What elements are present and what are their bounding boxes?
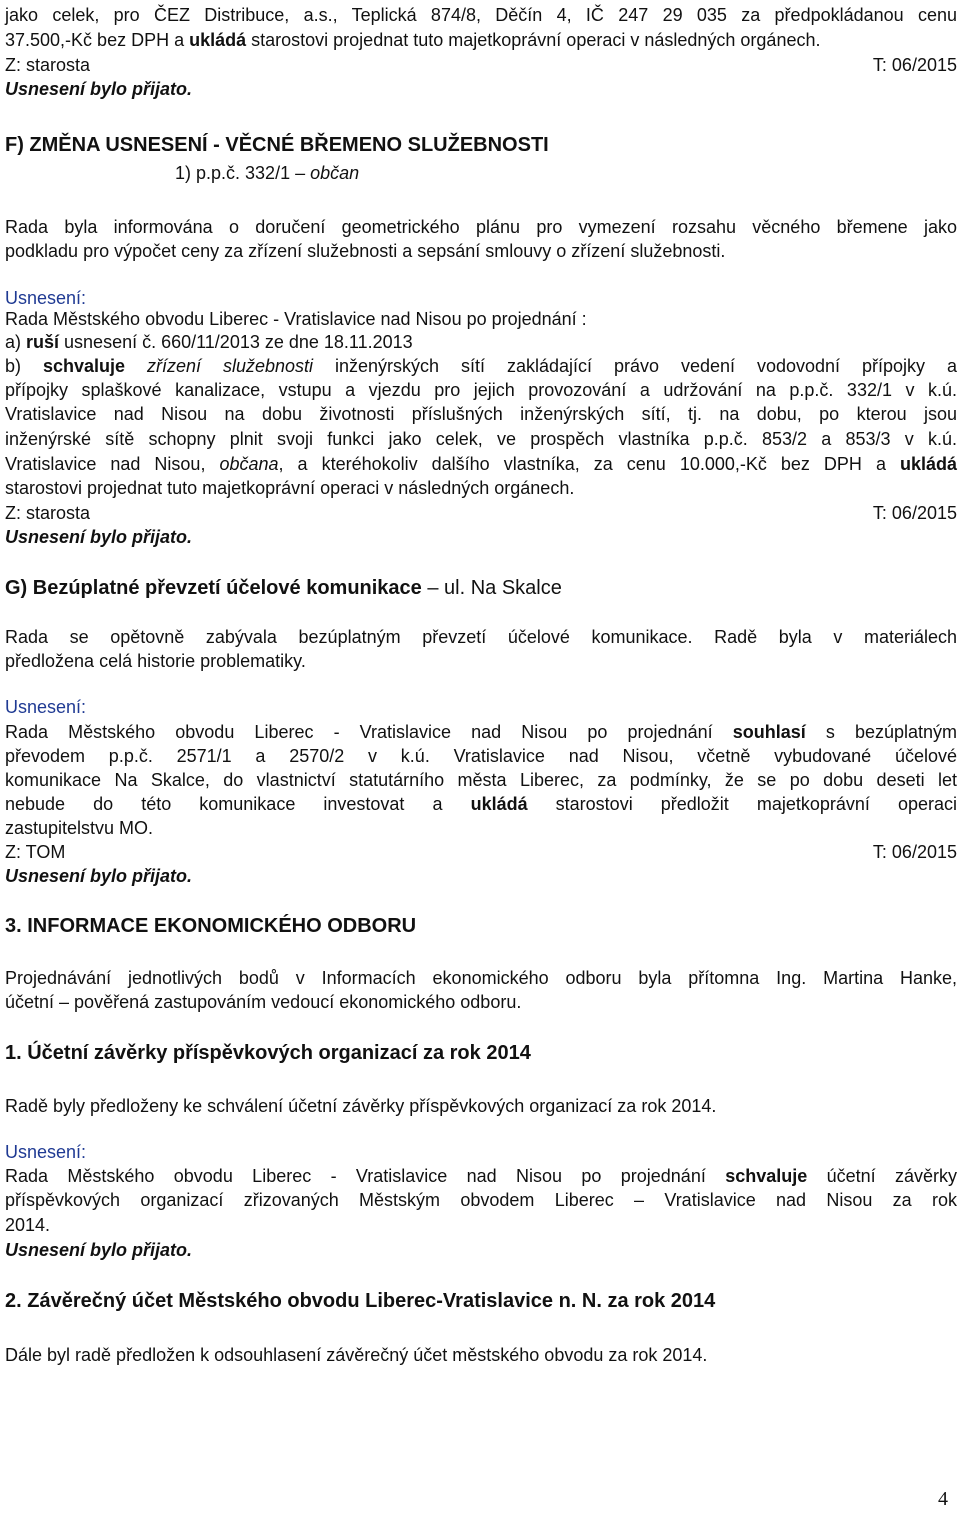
paragraph-line: zastupitelstvu MO. (5, 818, 154, 838)
responsibility-row (5, 841, 957, 863)
paragraph-line: Vratislavice nad Nisou na dobu životnosti příslušných inženýrských sítí, tj. na dobu, po kterou jsou (5, 404, 957, 424)
section-heading: G) Bezúplatné převzetí účelové komunikace – ul. Na Skalce (5, 577, 562, 599)
item-heading: 2. Závěrečný účet Městského obvodu Liberec-Vratislavice n. N. za rok 2014 (5, 1290, 716, 1312)
resolution-label: Usnesení: (5, 288, 87, 308)
responsible-person: Z: TOM (5, 842, 66, 862)
paragraph-line: podkladu pro výpočet ceny za zřízení služebnosti a sepsání smlouvy o zřízení služebnosti. (5, 241, 726, 261)
paragraph-line: Vratislavice nad Nisou, občana, a kteréhokoliv dalšího vlastníka, za cenu 10.000,-Kč bez DPH a ukládá (5, 454, 958, 474)
parcel-subheading: 1) p.p.č. 332/1 – občan (175, 163, 360, 183)
paragraph-line: b) schvaluje zřízení služebnosti inženýrských sítí zakládající právo vedení vodovodní přípojky a (5, 356, 957, 376)
paragraph-line: předložena celá historie problematiky. (5, 651, 306, 671)
paragraph-line: komunikace Na Skalce, do vlastnictví statutárního města Liberec, za podmínky, že se po dobu deseti let (5, 770, 957, 790)
resolution-accepted: Usnesení bylo přijato. (5, 79, 193, 99)
resolution-label: Usnesení: (5, 697, 87, 717)
paragraph-line: Radě byly předloženy ke schválení účetní závěrky příspěvkových organizací za rok 2014. (5, 1096, 717, 1116)
paragraph-line: 2014. (5, 1215, 51, 1235)
page-number: 4 (938, 1488, 948, 1510)
paragraph-line: a) ruší usnesení č. 660/11/2013 ze dne 18.11.2013 (5, 332, 413, 352)
paragraph-line: účetní – pověřená zastupováním vedoucí ekonomického odboru. (5, 992, 522, 1012)
paragraph-line: Dále byl radě předložen k odsouhlasení závěrečný účet městského obvodu za rok 2014. (5, 1345, 708, 1365)
paragraph-line: jako celek, pro ČEZ Distribuce, a.s., Teplická 874/8, Děčín 4, IČ 247 29 035 za předpokládanou cenu (5, 5, 957, 25)
responsible-person: Z: starosta (5, 503, 91, 523)
resolution-accepted: Usnesení bylo přijato. (5, 527, 193, 547)
paragraph-line: přípojky splaškové kanalizace, vstupu a vjezdu pro jejich provozování a udržování na p.p.č. 332/1 v k.ú. (5, 380, 957, 400)
paragraph-line: příspěvkových organizací zřizovaných Městským obvodem Liberec – Vratislavice nad Nisou za rok (5, 1190, 957, 1210)
paragraph-line: starostovi projednat tuto majetkoprávní operaci v následných orgánech. (5, 478, 575, 498)
paragraph-line: Rada Městského obvodu Liberec - Vratislavice nad Nisou po projednání souhlasí s bezúplatným (5, 722, 958, 742)
paragraph-line: Rada se opětovně zabývala bezúplatným převzetí účelové komunikace. Radě byla v materiálech (5, 627, 957, 647)
paragraph-line: inženýrské sítě schopny plnit svoji funkci jako celek, ve prospěch vlastníka p.p.č. 853/2 a 853/3 v k.ú. (5, 429, 957, 449)
paragraph-line: Rada Městského obvodu Liberec - Vratislavice nad Nisou po projednání schvaluje účetní závěrky (5, 1166, 957, 1186)
deadline: T: 06/2015 (872, 55, 957, 75)
deadline: T: 06/2015 (872, 503, 957, 523)
paragraph-line: převodem p.p.č. 2571/1 a 2570/2 v k.ú. Vratislavice nad Nisou, včetně vybudované účelové (5, 746, 957, 766)
item-heading: 1. Účetní závěrky příspěvkových organizací za rok 2014 (5, 1042, 531, 1064)
resolution-accepted: Usnesení bylo přijato. (5, 1240, 193, 1260)
resolution-accepted: Usnesení bylo přijato. (5, 866, 193, 886)
deadline: T: 06/2015 (872, 842, 957, 862)
section-heading: F) ZMĚNA USNESENÍ - VĚCNÉ BŘEMENO SLUŽEBNOSTI (5, 134, 549, 156)
paragraph-line: Rada byla informována o doručení geometrického plánu pro vymezení rozsahu věcného břemene jako (5, 217, 957, 237)
paragraph-line: nebude do této komunikace investovat a ukládá starostovi předložit majetkoprávní operaci (5, 794, 957, 814)
section-heading: 3. INFORMACE EKONOMICKÉHO ODBORU (5, 915, 417, 937)
paragraph-line: Projednávání jednotlivých bodů v Informacích ekonomického odboru byla přítomna Ing. Martina Hanke, (5, 968, 957, 988)
responsible-person: Z: starosta (5, 55, 91, 75)
paragraph-line: 37.500,-Kč bez DPH a ukládá starostovi projednat tuto majetkoprávní operaci v následných orgánech. (5, 30, 821, 50)
responsibility-row (5, 54, 957, 76)
resolution-label: Usnesení: (5, 1142, 87, 1162)
responsibility-row (5, 502, 957, 524)
paragraph-line: Rada Městského obvodu Liberec - Vratislavice nad Nisou po projednání : (5, 309, 587, 329)
